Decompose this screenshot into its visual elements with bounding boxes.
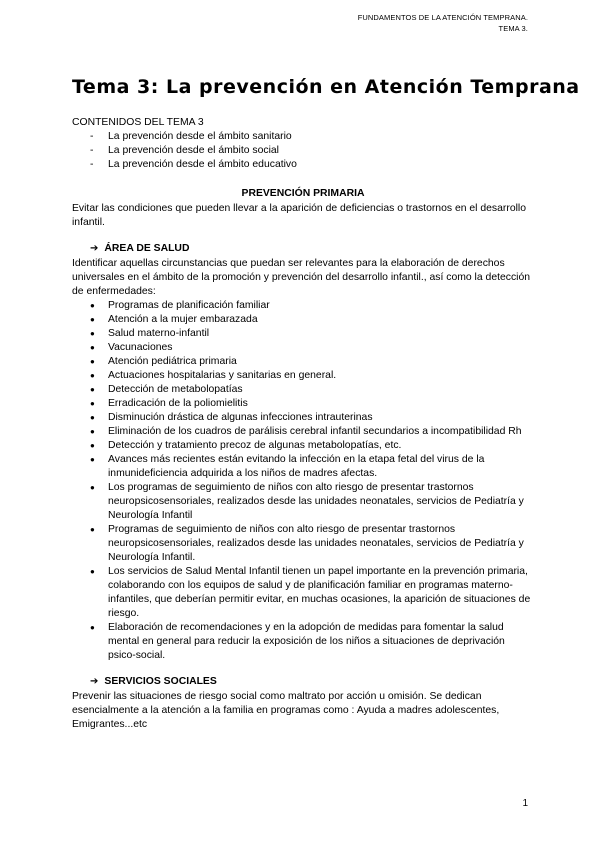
arrow-right-icon: ➔ — [90, 243, 99, 254]
list-item: ● Detección de metabolopatías — [90, 383, 534, 397]
list-item: ● Erradicación de la poliomielitis — [90, 397, 534, 411]
document-body — [72, 116, 534, 732]
page-number: 1 — [522, 798, 528, 809]
running-header — [358, 12, 528, 34]
list-item: ● Los servicios de Salud Mental Infantil tienen un papel importante en la prevención primaria, colaborando con los equipos de salud y de planificación familiar en programas materno-infantiles, que deberían permitir evitar, en muchas ocasiones, la aparición de situaciones de riesgo. — [90, 565, 534, 621]
list-item: ● Vacunaciones — [90, 341, 534, 355]
subsection-heading-social — [90, 675, 534, 689]
list-item: ● Salud materno-infantil — [90, 327, 534, 341]
contents-item: - La prevención desde el ámbito social — [90, 144, 534, 158]
health-intro: Identificar aquellas circunstancias que puedan ser relevantes para la elaboración de derechos universales en el ámbito de la promoción y prevención del desarrollo infantil., así como la detección de enfermedades: — [72, 258, 531, 297]
page-title: Tema 3: La prevención en Atención Temprana — [72, 76, 580, 98]
contents-heading: CONTENIDOS DEL TEMA 3 — [72, 117, 204, 128]
contents-item: - La prevención desde el ámbito sanitario — [90, 130, 534, 144]
header-line-2: TEMA 3. — [498, 24, 528, 33]
list-item: ● Eliminación de los cuadros de parálisis cerebral infantil secundarios a incompatibilidad Rh — [90, 425, 534, 439]
health-heading-label: ÁREA DE SALUD — [104, 243, 190, 254]
social-intro: Prevenir las situaciones de riesgo social como maltrato por acción u omisión. Se dedican esencialmente a la atención a la familia en programas como : Ayuda a madres adolescentes, Emigrantes...etc — [72, 691, 500, 730]
list-item: ● Actuaciones hospitalarias y sanitarias en general. — [90, 369, 534, 383]
list-item: ● Programas de planificación familiar — [90, 299, 534, 313]
list-item: ● Programas de seguimiento de niños con alto riesgo de presentar trastornos neuropsicosensoriales, realizados desde las unidades neonatales, servicios de Pediatría y Neurología Infantil. — [90, 523, 534, 565]
primary-intro: Evitar las condiciones que pueden llevar a la aparición de deficiencias o trastornos en el desarrollo infantil. — [72, 203, 526, 228]
list-item: ● Disminución drástica de algunas infecciones intrauterinas — [90, 411, 534, 425]
contents-list — [72, 130, 534, 172]
arrow-right-icon: ➔ — [90, 676, 99, 687]
list-item: ● Avances más recientes están evitando la infección en la etapa fetal del virus de la inmunideficiencia adquirida a los niños de madres afectas. — [90, 453, 534, 481]
list-item: ● Los programas de seguimiento de niños con alto riesgo de presentar trastornos neuropsicosensoriales, realizados desde las unidades neonatales, servicios de Pediatría y Neurología Infantil — [90, 481, 534, 523]
list-item: ● Atención pediátrica primaria — [90, 355, 534, 369]
list-item: ● Detección y tratamiento precoz de algunas metabolopatías, etc. — [90, 439, 534, 453]
subsection-heading-health — [90, 242, 534, 256]
header-line-1: FUNDAMENTOS DE LA ATENCIÓN TEMPRANA. — [357, 13, 528, 22]
contents-item: - La prevención desde el ámbito educativo — [90, 158, 534, 172]
social-heading-label: SERVICIOS SOCIALES — [104, 676, 217, 687]
health-list — [72, 299, 534, 663]
section-heading-primary: PREVENCIÓN PRIMARIA — [241, 188, 365, 199]
list-item: ● Atención a la mujer embarazada — [90, 313, 534, 327]
list-item: ● Elaboración de recomendaciones y en la adopción de medidas para fomentar la salud mental en general para reducir la exposición de los niños a situaciones de deprivación psico-social. — [90, 621, 534, 663]
